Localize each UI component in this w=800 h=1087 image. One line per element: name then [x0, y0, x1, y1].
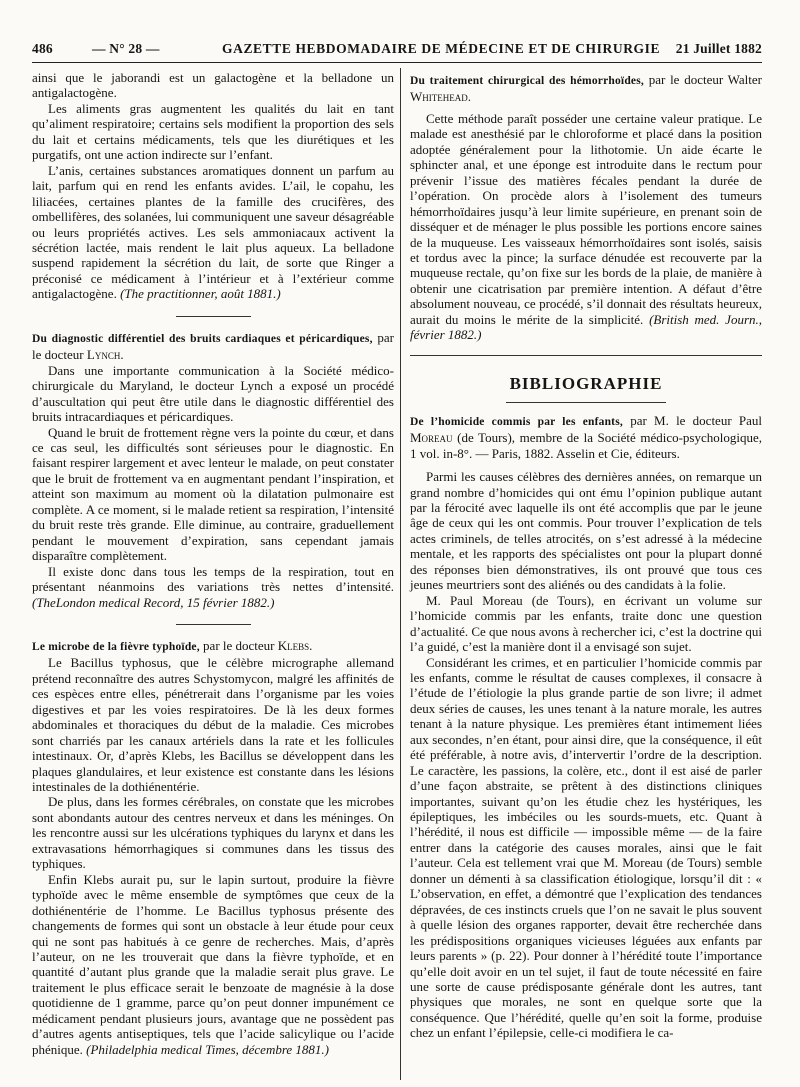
- author-name: Lynch.: [86, 347, 124, 363]
- author-prefix: par le docteur: [32, 329, 394, 363]
- section-heading-rule: [506, 402, 666, 403]
- paragraph: ainsi que le jaborandi est un galactogène et la belladone un antigalactogène.: [32, 70, 394, 101]
- article-title-text: Du diagnostic différentiel des bruits cardiaques et péricardiques,: [32, 332, 373, 345]
- book-author: Moreau: [410, 430, 453, 446]
- paragraph: [32, 564, 394, 610]
- page-number: 486: [32, 41, 53, 56]
- source-citation: (Philadelphia medical Times, décembre 1881.): [86, 1041, 330, 1057]
- author-name: Klebs.: [277, 637, 313, 653]
- paragraph: [32, 163, 394, 302]
- section-separator: [410, 355, 762, 356]
- journal-title: GAZETTE HEBDOMADAIRE DE MÉDECINE ET DE CHIRURGIE: [222, 41, 661, 56]
- article-title-text: Du traitement chirurgical des hémorrhoïdes,: [410, 75, 644, 87]
- article-separator: [176, 316, 251, 317]
- paragraph-text: Enfin Klebs aurait pu, sur le lapin surtout, produire la fièvre typhoïde avec le même ensemble de symptômes que ceux de la dothiénentérie de l’homme. Le Bacillus typhosus présente des changements de formes qui sont un obstacle à leur étude pour ceux qui ne sont pas habitués à ce genre de recherches. Mais, d’après l’auteur, on ne les trouverait que dans la fièvre typhoïde, et en quantité d’autant plus grande que la maladie serait plus grave. Le traitement le plus efficace serait le benzoate de magnésie à la dose quotidienne de 1 gramme, parce qu’on peut donner impunément ce médicament pendant plusieurs jours, avantage que ne possèdent pas d’autres agents antiseptiques, tels que l’acide salicylique ou l’acide phénique.: [32, 871, 394, 1057]
- paragraph: Quand le bruit de frottement règne vers la pointe du cœur, et dans ce cas seul, les difficultés sont sérieuses pour le diagnostic. En faisant respirer largement et avec lenteur le malade, on peut constater que le bruit de frottement va en augmentant pendant l’inspiration, et atteint son maximum au moment où la dilatation pulmonaire est complète. A ce moment, si le malade retient sa respiration, l’intensité du bruit reste très grande. Elle diminue, au contraire, graduellement pendant le mouvement d’expiration, sans cependant jamais disparaître complètement.: [32, 424, 394, 564]
- page-header: [32, 38, 762, 58]
- article-title-text: Le microbe de la fièvre typhoïde,: [32, 640, 200, 653]
- paragraph: [410, 111, 762, 343]
- header-rule: [32, 62, 762, 63]
- paragraph: [32, 872, 394, 1057]
- author-name: Whitehead.: [410, 89, 472, 105]
- paragraph: Dans une importante communication à la Société médico-chirurgicale du Maryland, le docteur Lynch a exposé un procédé d’auscultation qui peut être utile dans le diagnostic différentiel des bruits intracardiaques et péricardiques.: [32, 362, 394, 425]
- article-title-diagnostic: [32, 330, 394, 363]
- author-prefix: par le docteur Walter: [648, 72, 762, 87]
- article-separator: [176, 624, 251, 625]
- paragraph: Le Bacillus typhosus, que le célèbre micrographe allemand prétend reconnaître des autres Schystomycon, malgré les affinités de ces espèces entre elles, pénétrerait dans l’organisme par les voies digestives et par les voies respiratoires. De là les deux formes abdominales et thoraciques du début de la maladie. Ces microbes sont charriés par les canaux artériels dans la rate et les follicules intestinaux. Or, d’après Klebs, les Bacillus se développent dans les plaques glandulaires, et leur existence est constante dans les lésions intestinales de la dothiénentérie.: [32, 655, 394, 795]
- article-title-typhoid: [32, 638, 394, 655]
- section-heading-bibliography: BIBLIOGRAPHIE: [509, 373, 663, 393]
- book-details-prefix: par M. le docteur Paul: [630, 412, 762, 428]
- book-details: (de Tours), membre de la Société médico-psychologique, 1 vol. in-8°. — Paris, 1882. Asselin et Cie, éditeurs.: [410, 430, 762, 461]
- issue-number: — N° 28 —: [92, 41, 160, 56]
- paragraph: M. Paul Moreau (de Tours), en écrivant un volume sur l’homicide commis par les enfants, traite donc une question d’actualité. Ce que nous avons à rechercher ici, c’est la doctrine qui l’a guidé, c’est la manière dont il a envisagé son sujet.: [410, 592, 762, 655]
- article-title-hemorrhoids: [410, 72, 762, 105]
- right-column: [410, 70, 762, 1041]
- source-citation: (British med. Journ., février 1882.): [410, 311, 763, 343]
- book-entry: [410, 413, 762, 461]
- column-divider: [400, 68, 401, 1080]
- author-prefix: par le docteur: [203, 637, 275, 653]
- paragraph: De plus, dans les formes cérébrales, on constate que les microbes sont abondants autour des centres nerveux et dans les méninges. On les rencontre aussi sur les ulcérations typhiques du larynx et dans les extravasations hémorrhagiques si communes dans les tissus des typhiques.: [32, 794, 394, 872]
- paragraph: Considérant les crimes, et en particulier l’homicide commis par les enfants, comme le résultat de causes complexes, il consacre à l’étude de l’étiologie la plus grande partie de son livre; il admet deux séries de causes, les unes tenant à la nature morale, les autres tenant à la nature physique. Les premières étant intimement liées aux secondes, n’en étant, pour ainsi dire, que la conséquence, il eût été préférable, à notre avis, d’intervertir l’ordre de la description. Le caractère, les passions, la colère, etc., dont il est aisé de parler d’une façon abstraite, se prêtent à des distinctions cliniques importantes, suivant qu’on les étudie chez les hystériques, les épileptiques, les imbéciles ou les sourds-muets, etc. Quant à l’hérédité, il nous est difficile — impossible même — de la faire entrer dans la catégorie des causes morales, ainsi que le fait l’auteur. Cela est tellement vrai que M. Moreau (de Tours) semble donner un démenti à sa classification étiologique, lorsqu’il dit : « L’observation, en effet, a démontré que l’explication des tendances dépravées, de ces instincts cruels que l’on ne savait le plus souvent à quelle lésion des organes rapporter, devait être recherchée dans les prédispositions organiques vicieuses léguées aux enfants par leurs parents » (p. 22). Pour donner à l’hérédité toute l’importance qu’elle doit avoir en un tel sujet, il faut de toute nécessité en faire une sorte de cause prédisposante générale dont les autres, tant physiques que morales, ne sont en quelque sorte que la conséquence. Que l’hérédité, quelle qu’en soit la forme, produise chez un enfant l’épilepsie, celle-ci modifiera le ca-: [410, 654, 762, 1041]
- paragraph-text: L’anis, certaines substances aromatiques donnent un parfum au lait, parfum qui en rend les enfants avides. L’ail, le copahu, les liliacées, certaines plantes de la famille des crucifères, des ombellifères, des solanées, lui communiquent une saveur désagréable ou leurs propriétés actives. Les sels ammoniacaux activent la sécrétion lactée, mais rendent le lait plus aqueux. La belladone suspend rapidement la sécrétion du lait, de sorte que Ringer a préconisé ce médicament à l’intérieur et à l’extérieur comme antigalactogène.: [32, 162, 394, 302]
- issue-date: 21 Juillet 1882: [675, 41, 762, 56]
- spacer: [410, 461, 762, 469]
- paragraph: Les aliments gras augmentent les qualités du lait en tant qu’aliment respiratoire; certains sels modifient la proportion des sels du lait et certains médicaments, tels que les diurétiques et les purgatifs, ont une action indirecte sur l’enfant.: [32, 100, 394, 163]
- left-column: [32, 70, 394, 1057]
- paragraph: Parmi les causes célèbres des dernières années, on remarque un grand nombre d’homicides qui ont ému l’opinion publique autant par la férocité avec laquelle ils ont été accomplis que par le jeune âge de ceux qui les ont commis. Pour trouver l’explication de tels actes criminels, de telles atrocités, on s’est adressé à la médecine mentale, et les rapports des spécialistes ont pour la plupart donné des réponses bien démonstratives, ils ont prouvé que tous ces jeunes meurtriers sont des aliénés ou des candidats à la folie.: [410, 469, 762, 593]
- paragraph-text: Cette méthode paraît posséder une certaine valeur pratique. Le malade est anesthésié par le chloroforme et placé dans la position adoptée généralement pour la lithotomie. Un aide écarte le sphincter anal, et une éponge est introduite dans le rectum pour prévenir l’issue des matières fécales pendant la durée de l’opération. On procède alors à l’isolement des tumeurs hémorrhoïdaires jusqu’à leur limite supérieure, en prenant soin de disséquer et de ménager le plus possible les portions encore saines de la muqueuse. Les vaisseaux hémorrhoïdaires sont isolés, saisis et tordus avec la pince; la surface dénudée est recouverte par la muqueuse rectale, qu’on fixe sur les bords de la plaie, de manière à obtenir une cicatrisation par première intention. A défaut d’être absolument nouveau, ce procédé, s’il donnait des résultats heureux, aurait du moins le mérite de la simplicité.: [410, 110, 762, 327]
- source-citation: (TheLondon medical Record, 15 février 1882.): [32, 594, 275, 610]
- source-citation: (The practitionner, août 1881.): [120, 286, 281, 302]
- paragraph-text: Il existe donc dans tous les temps de la respiration, tout en présentant néanmoins des variations très nettes d’intensité.: [32, 563, 394, 595]
- book-title: De l’homicide commis par les enfants,: [410, 415, 623, 428]
